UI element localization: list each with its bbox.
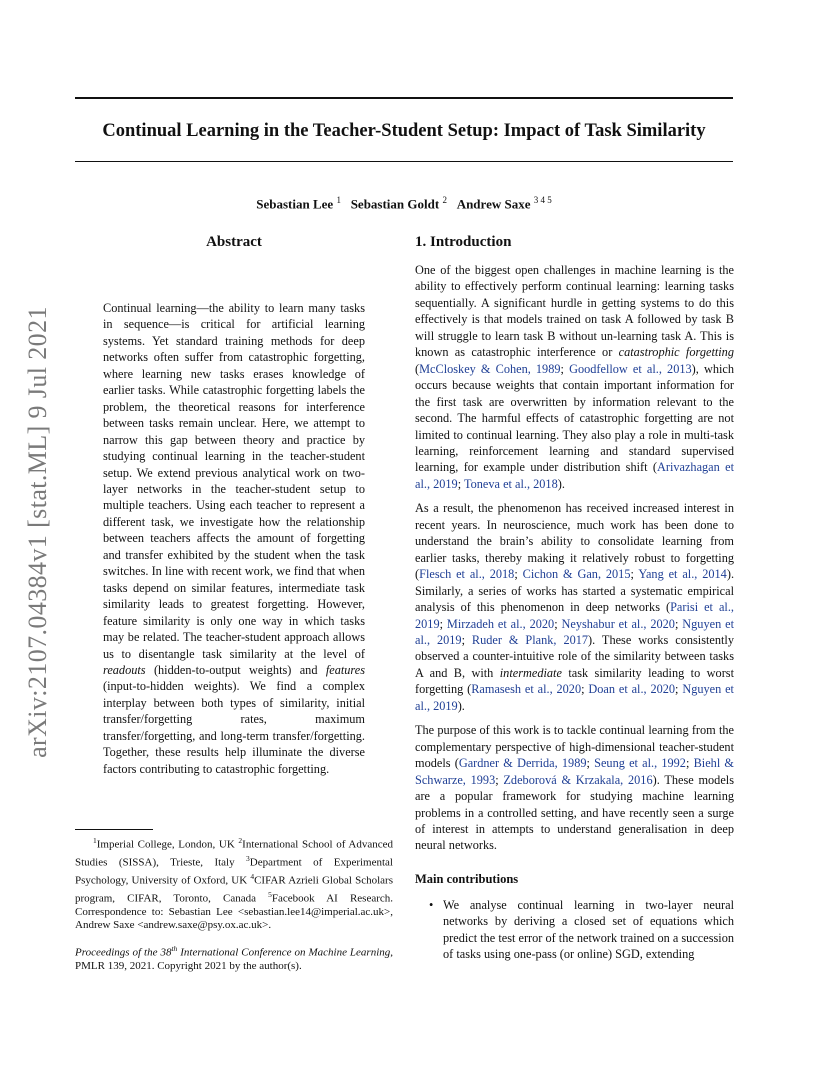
paragraph-text: The purpose of this work is to tackle continual learning from the complementary perspective of high-dimensional teacher-student models ( (415, 723, 734, 771)
author-affiliation-mark: 2 (442, 195, 447, 205)
paragraph-text: ; (495, 772, 504, 787)
bullet-glyph: • (429, 897, 434, 912)
abstract-heading: Abstract (206, 234, 262, 250)
citation-link[interactable]: Biehl & Schwarze, 1993 (415, 756, 734, 787)
paragraph-text: One of the biggest open challenges in machine learning is the ability to effectively perform continual learning: learning tasks sequentially. A significant hurdle in getting systems to do this effectively is that models trained on task A followed by task B will struggle to learn task B without un-learning task A. This is known as catastrophic interference or (415, 263, 734, 360)
author-affiliation-mark: 3 4 5 (533, 195, 552, 205)
citation-link[interactable]: Parisi et al., 2019 (415, 600, 734, 631)
intro-paragraph (415, 722, 734, 854)
contributions-list (415, 897, 734, 963)
intro-paragraph (415, 500, 734, 714)
author-name: Sebastian Lee (256, 196, 334, 212)
footnote-mark: 1 (93, 836, 97, 845)
citation-link[interactable]: Flesch et al., 2018 (419, 567, 515, 582)
abstract-text (103, 300, 365, 777)
list-item (415, 897, 734, 963)
author-affiliation-mark: 1 (336, 195, 341, 205)
citation-link[interactable]: Nguyen et al., 2019 (415, 616, 734, 647)
paragraph-text: ; (439, 616, 447, 631)
footnote-text: Facebook AI Research. Correspondence to: Sebastian Lee <sebastian.lee14@imperial.ac.uk>, Andrew Saxe <andrew.saxe@psy.ox.ac.uk>. (75, 892, 394, 932)
paragraph-text: As a result, the phenomenon has received increased interest in recent years. In neuroscience, much work has been done to understand the brain’s ability to consolidate learning from earlier tasks, thereby making it relatively robust to forgetting ( (415, 501, 734, 582)
paragraph-text: ; (586, 756, 595, 771)
paragraph-text: ; (685, 756, 694, 771)
abstract-emphasis: readouts (103, 662, 146, 677)
footnote-mark: 2 (238, 836, 243, 845)
footnote-mark: 5 (268, 889, 272, 899)
paragraph-text: task similarity leading to worst forgetting ( (415, 665, 734, 697)
paragraph-text: ; (674, 616, 683, 631)
paragraph-text: ), which occurs because weights that contain important information for the first task are overwritten by information relevant to the second. The harmful effects of catastrophic forgetting are not limited to continual learning. They also play a role in multi-task learning, reinforcement learning and standard supervised learning, for example under distribution shift ( (415, 361, 734, 475)
footnote-text: Imperial College, London, UK (96, 838, 239, 851)
footnote-mark: 4 (250, 871, 255, 881)
author-list (75, 190, 733, 214)
author-name: Sebastian Goldt (350, 196, 440, 212)
paragraph-text: ). Similarly, a series of works has started a systematic empirical analysis of this phenomenon in deep networks ( (415, 567, 735, 615)
paragraph-text: ; (514, 567, 523, 582)
footnote-mark: 3 (246, 853, 250, 863)
main-contributions-heading: Main contributions (415, 871, 519, 886)
footnotes (75, 829, 393, 974)
citation-link[interactable]: Goodfellow et al., 2013 (569, 361, 692, 376)
footnote-rule (75, 829, 153, 830)
citation-link[interactable]: Ramasesh et al., 2020 (471, 682, 582, 697)
paragraph-text: ; (554, 616, 562, 631)
left-column (75, 230, 393, 777)
citation-link[interactable]: Arivazhagan et al., 2019 (415, 460, 734, 491)
citation-link[interactable]: Nguyen et al., 2019 (415, 682, 734, 713)
citation-link[interactable]: Doan et al., 2020 (588, 682, 676, 697)
citation-link[interactable]: McCloskey & Cohen, 1989 (419, 361, 561, 376)
abstract-text-part: Continual learning—the ability to learn many tasks in sequence—is critical for artificial learning systems. Yet standard training methods for deep networks often suffer from catastrophic forgetting, where learning new tasks erases knowledge of earlier tasks. While catastrophic forgetting labels the problem, the theoretical reasons for interference between tasks remain unclear. Here, we attempt to narrow this gap between theory and practice by studying continual learning in the teacher-student setup. We extend previous analytical work on two-layer networks in the teacher-student setup to multiple teachers. Using each teacher to represent a different task, we investigate how the relationship between teachers affects the amount of forgetting and transfer exhibited by the student when the task switches. In line with recent work, we find that when tasks depend on similar features, intermediate task similarity leads to greatest forgetting. However, feature similarity is only one way in which tasks may be related. The teacher-student approach allows us to disentangle task similarity at the level of (103, 301, 365, 661)
citation-link[interactable]: Zdeborová & Krzakala, 2016 (503, 772, 653, 787)
paragraph-text: ; (560, 361, 570, 376)
paragraph-text: ( (415, 361, 420, 376)
author-name: Andrew Saxe (456, 196, 531, 212)
paragraph-text: ). These works consistently observed a counter-intuitive role of the similarity between tasks A and B, with (415, 632, 734, 680)
paragraph-text: ; (675, 682, 683, 697)
list-item-text: We analyse continual learning in two-layer neural networks by deriving a closed set of equations which predict the test error of the network trained on a succession of tasks using one-pass (or online) SGD, extending (443, 897, 734, 962)
proceedings-note (75, 942, 393, 973)
citation-link[interactable]: Toneva et al., 2018 (463, 476, 558, 491)
citation-link[interactable]: Ruder & Plank, 2017 (471, 632, 589, 647)
arxiv-identifier-stamp: arXiv:2107.04384v1 [stat.ML] 9 Jul 2021 (23, 306, 52, 758)
footnote-text: Department of Experimental Psychology, University of Oxford, UK (75, 856, 393, 887)
paragraph-text: ; (581, 682, 589, 697)
paragraph-text: ). (557, 476, 565, 491)
paper-title: Continual Learning in the Teacher-Student Setup: Impact of Task Similarity (102, 121, 706, 141)
citation-link[interactable]: Neyshabur et al., 2020 (561, 616, 675, 631)
emphasis-text: catastrophic forgetting (618, 345, 734, 360)
proceedings-venue: Proceedings of the 38 (75, 947, 172, 960)
proceedings-venue: International Conference on Machine Learning (177, 947, 391, 960)
citation-link[interactable]: Mirzadeh et al., 2020 (446, 616, 555, 631)
citation-link[interactable]: Gardner & Derrida, 1989 (458, 756, 587, 771)
abstract-text-part: (hidden-to-output weights) and (145, 662, 326, 677)
emphasis-text: intermediate (499, 665, 562, 680)
citation-link[interactable]: Cichon & Gan, 2015 (522, 567, 631, 582)
title-rule-bottom (75, 161, 733, 162)
ordinal-suffix: th (171, 944, 178, 954)
paragraph-text: ; (457, 476, 464, 491)
affiliation-footnote (75, 834, 393, 932)
footnote-text: CIFAR Azrieli Global Scholars program, CIFAR, Toronto, Canada (75, 874, 393, 905)
abstract-text-part: (input-to-hidden weights). We find a complex interplay between both types of similarity, initial transfer/forgetting rates, maximum transfer/forgetting, and long-term transfer/forgetting. Together, these results help illuminate the diverse factors contributing to catastrophic forgetting. (103, 679, 365, 776)
citation-link[interactable]: Yang et al., 2014 (638, 567, 727, 582)
paragraph-text: ; (630, 567, 639, 582)
intro-paragraph (415, 262, 734, 492)
right-column (415, 230, 734, 963)
copyright-text: , PMLR 139, 2021. Copyright 2021 by the author(s). (75, 947, 393, 973)
introduction-heading: 1. Introduction (415, 234, 512, 250)
abstract-emphasis: features (325, 662, 365, 677)
footnote-text: International School of Advanced Studies (SISSA), Trieste, Italy (75, 838, 393, 869)
paragraph-text: ). These models are a popular framework for studying machine learning problems in a controlled setting, and have recently seen a surge of interest in attempts to understand generalisation in deep neural networks. (415, 772, 734, 853)
paragraph-text: ). (457, 698, 465, 713)
citation-link[interactable]: Seung et al., 1992 (594, 756, 686, 771)
title-rule-top (75, 97, 733, 99)
paragraph-text: ; (461, 632, 472, 647)
